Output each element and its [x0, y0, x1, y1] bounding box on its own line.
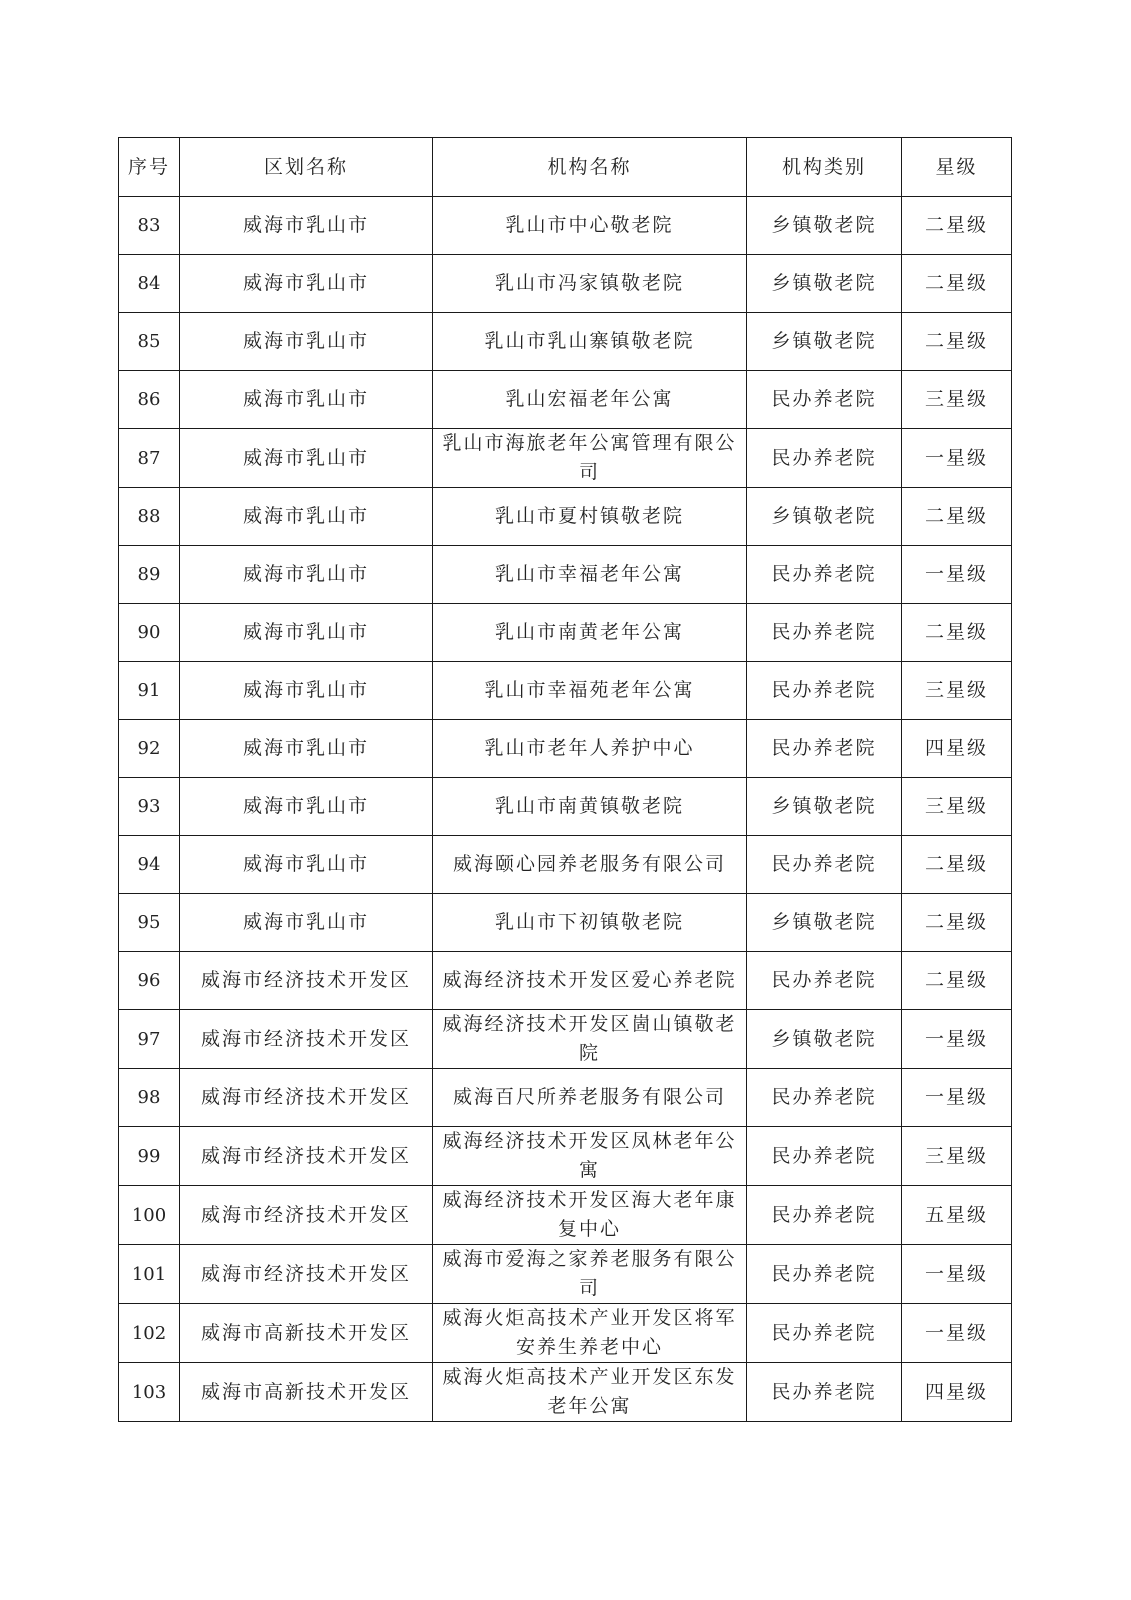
region-name-cell: 威海市经济技术开发区: [180, 1245, 433, 1304]
region-name-cell: 威海市乳山市: [180, 778, 433, 836]
institution-name-cell: 乳山市南黄镇敬老院: [433, 778, 747, 836]
region-name-cell: 威海市经济技术开发区: [180, 1186, 433, 1245]
institution-type-cell: 民办养老院: [747, 604, 902, 662]
star-rating-cell: 四星级: [902, 1363, 1012, 1422]
star-rating-cell: 五星级: [902, 1186, 1012, 1245]
table-row: [119, 1069, 1012, 1127]
table-row: [119, 1010, 1012, 1069]
star-rating-cell: 二星级: [902, 894, 1012, 952]
serial-number-cell: 99: [119, 1127, 180, 1186]
region-name-cell: 威海市乳山市: [180, 836, 433, 894]
star-rating-cell: 三星级: [902, 778, 1012, 836]
institution-name-cell: 威海经济技术开发区海大老年康复中心: [433, 1186, 747, 1245]
institution-type-cell: 民办养老院: [747, 952, 902, 1010]
region-name-cell: 威海市乳山市: [180, 604, 433, 662]
star-rating-cell: 一星级: [902, 1010, 1012, 1069]
star-rating-cell: 二星级: [902, 197, 1012, 255]
institution-type-cell: 民办养老院: [747, 1363, 902, 1422]
institution-name-cell: 威海火炬高技术产业开发区东发老年公寓: [433, 1363, 747, 1422]
institution-name-cell: 乳山市海旅老年公寓管理有限公司: [433, 429, 747, 488]
star-rating-cell: 三星级: [902, 662, 1012, 720]
table-row: [119, 313, 1012, 371]
star-rating-cell: 二星级: [902, 255, 1012, 313]
institution-name-cell: 威海经济技术开发区凤林老年公寓: [433, 1127, 747, 1186]
table-row: [119, 255, 1012, 313]
region-name-cell: 威海市乳山市: [180, 255, 433, 313]
institution-type-cell: 民办养老院: [747, 546, 902, 604]
table-row: [119, 1127, 1012, 1186]
region-name-cell: 威海市乳山市: [180, 313, 433, 371]
star-rating-cell: 二星级: [902, 313, 1012, 371]
institution-name-cell: 乳山市下初镇敬老院: [433, 894, 747, 952]
institution-type-cell: 民办养老院: [747, 429, 902, 488]
header-serial-number: 序号: [119, 138, 180, 197]
institution-name-cell: 乳山市南黄老年公寓: [433, 604, 747, 662]
table-header-row: [119, 138, 1012, 197]
institution-name-cell: 威海百尺所养老服务有限公司: [433, 1069, 747, 1127]
region-name-cell: 威海市经济技术开发区: [180, 952, 433, 1010]
table-row: [119, 488, 1012, 546]
serial-number-cell: 84: [119, 255, 180, 313]
institution-type-cell: 民办养老院: [747, 836, 902, 894]
star-rating-cell: 二星级: [902, 604, 1012, 662]
institution-type-cell: 乡镇敬老院: [747, 1010, 902, 1069]
serial-number-cell: 101: [119, 1245, 180, 1304]
table-row: [119, 1245, 1012, 1304]
institution-type-cell: 民办养老院: [747, 662, 902, 720]
table-row: [119, 429, 1012, 488]
table-row: [119, 662, 1012, 720]
table-row: [119, 778, 1012, 836]
region-name-cell: 威海市经济技术开发区: [180, 1127, 433, 1186]
serial-number-cell: 85: [119, 313, 180, 371]
table-row: [119, 894, 1012, 952]
header-star-rating: 星级: [902, 138, 1012, 197]
region-name-cell: 威海市乳山市: [180, 371, 433, 429]
star-rating-cell: 三星级: [902, 1127, 1012, 1186]
institution-type-cell: 乡镇敬老院: [747, 197, 902, 255]
institution-name-cell: 乳山市老年人养护中心: [433, 720, 747, 778]
institution-name-cell: 威海火炬高技术产业开发区将军安养生养老中心: [433, 1304, 747, 1363]
elderly-care-institution-table: [118, 137, 1012, 1422]
institution-type-cell: 民办养老院: [747, 1069, 902, 1127]
institution-type-cell: 乡镇敬老院: [747, 313, 902, 371]
region-name-cell: 威海市高新技术开发区: [180, 1363, 433, 1422]
table-row: [119, 197, 1012, 255]
table-row: [119, 546, 1012, 604]
header-institution-name: 机构名称: [433, 138, 747, 197]
institution-name-cell: 威海经济技术开发区崮山镇敬老院: [433, 1010, 747, 1069]
region-name-cell: 威海市乳山市: [180, 429, 433, 488]
table-row: [119, 836, 1012, 894]
region-name-cell: 威海市经济技术开发区: [180, 1069, 433, 1127]
table-row: [119, 1304, 1012, 1363]
serial-number-cell: 98: [119, 1069, 180, 1127]
star-rating-cell: 一星级: [902, 546, 1012, 604]
serial-number-cell: 102: [119, 1304, 180, 1363]
region-name-cell: 威海市乳山市: [180, 197, 433, 255]
region-name-cell: 威海市乳山市: [180, 488, 433, 546]
institution-type-cell: 民办养老院: [747, 1304, 902, 1363]
institution-type-cell: 乡镇敬老院: [747, 255, 902, 313]
institution-type-cell: 乡镇敬老院: [747, 778, 902, 836]
institution-name-cell: 威海市爱海之家养老服务有限公司: [433, 1245, 747, 1304]
serial-number-cell: 91: [119, 662, 180, 720]
serial-number-cell: 92: [119, 720, 180, 778]
star-rating-cell: 二星级: [902, 836, 1012, 894]
star-rating-cell: 二星级: [902, 952, 1012, 1010]
region-name-cell: 威海市乳山市: [180, 546, 433, 604]
institution-name-cell: 乳山市幸福老年公寓: [433, 546, 747, 604]
region-name-cell: 威海市乳山市: [180, 720, 433, 778]
institution-name-cell: 乳山市乳山寨镇敬老院: [433, 313, 747, 371]
region-name-cell: 威海市乳山市: [180, 894, 433, 952]
header-region-name: 区划名称: [180, 138, 433, 197]
institution-type-cell: 乡镇敬老院: [747, 894, 902, 952]
table-row: [119, 604, 1012, 662]
institution-name-cell: 乳山宏福老年公寓: [433, 371, 747, 429]
institution-type-cell: 民办养老院: [747, 1186, 902, 1245]
star-rating-cell: 一星级: [902, 429, 1012, 488]
region-name-cell: 威海市乳山市: [180, 662, 433, 720]
institution-type-cell: 乡镇敬老院: [747, 488, 902, 546]
serial-number-cell: 103: [119, 1363, 180, 1422]
serial-number-cell: 89: [119, 546, 180, 604]
serial-number-cell: 90: [119, 604, 180, 662]
star-rating-cell: 四星级: [902, 720, 1012, 778]
institution-type-cell: 民办养老院: [747, 371, 902, 429]
institution-type-cell: 民办养老院: [747, 720, 902, 778]
star-rating-cell: 一星级: [902, 1069, 1012, 1127]
table-row: [119, 952, 1012, 1010]
institution-type-cell: 民办养老院: [747, 1127, 902, 1186]
institution-name-cell: 乳山市中心敬老院: [433, 197, 747, 255]
star-rating-cell: 一星级: [902, 1245, 1012, 1304]
serial-number-cell: 88: [119, 488, 180, 546]
institution-name-cell: 威海经济技术开发区爱心养老院: [433, 952, 747, 1010]
table-row: [119, 1186, 1012, 1245]
serial-number-cell: 86: [119, 371, 180, 429]
serial-number-cell: 93: [119, 778, 180, 836]
table-row: [119, 720, 1012, 778]
serial-number-cell: 100: [119, 1186, 180, 1245]
region-name-cell: 威海市经济技术开发区: [180, 1010, 433, 1069]
institution-name-cell: 乳山市幸福苑老年公寓: [433, 662, 747, 720]
serial-number-cell: 95: [119, 894, 180, 952]
star-rating-cell: 一星级: [902, 1304, 1012, 1363]
institution-type-cell: 民办养老院: [747, 1245, 902, 1304]
header-institution-type: 机构类别: [747, 138, 902, 197]
star-rating-cell: 二星级: [902, 488, 1012, 546]
serial-number-cell: 83: [119, 197, 180, 255]
serial-number-cell: 87: [119, 429, 180, 488]
serial-number-cell: 94: [119, 836, 180, 894]
institution-name-cell: 乳山市冯家镇敬老院: [433, 255, 747, 313]
serial-number-cell: 97: [119, 1010, 180, 1069]
star-rating-cell: 三星级: [902, 371, 1012, 429]
serial-number-cell: 96: [119, 952, 180, 1010]
region-name-cell: 威海市高新技术开发区: [180, 1304, 433, 1363]
institution-name-cell: 乳山市夏村镇敬老院: [433, 488, 747, 546]
table-row: [119, 371, 1012, 429]
institution-name-cell: 威海颐心园养老服务有限公司: [433, 836, 747, 894]
table-row: [119, 1363, 1012, 1422]
table-body: [119, 197, 1012, 1422]
